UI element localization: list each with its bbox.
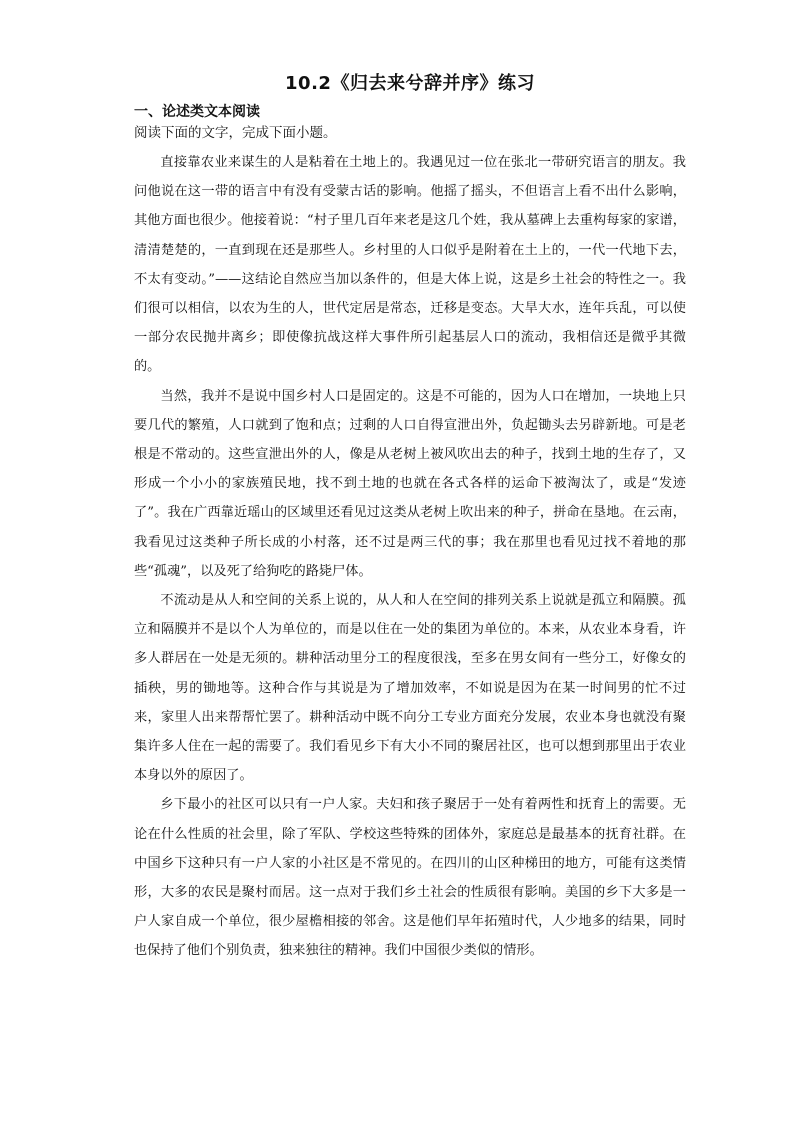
passage-paragraph-3: 不流动是从人和空间的关系上说的，从人和人在空间的排列关系上说就是孤立和隔膜。孤立和隔膜并不是以个人为单位的，而是以住在一处的集团为单位的。本来，从农业本身看，许多人群居在一处是无须的。耕种活动里分工的程度很浅，至多在男女间有一些分工，好像女的插秧，男的锄地等。这种合作与其说是为了增加效率，不如说是因为在某一时间男的忙不过来，家里人出来帮帮忙罢了。耕种活动中既不向分工专业方面充分发展，农业本身也就没有聚集许多人住在一起的需要了。我们看见乡下有大小不同的聚居社区，也可以想到那里出于农业本身以外的原因了。	[134, 593, 686, 784]
passage-paragraph-1: 直接靠农业来谋生的人是粘着在土地上的。我遇见过一位在张北一带研究语言的朋友。我问他说在这一带的语言中有没有受蒙古话的影响。他摇了摇头，不但语言上看不出什么影响，其他方面也很少。他接着说：“村子里几百年来老是这几个姓，我从墓碑上去重构每家的家谱，清清楚楚的，一直到现在还是那些人。乡村里的人口似乎是附着在土上的，一代一代地下去，不太有变动。”——这结论自然应当加以条件的，但是大体上说，这是乡土社会的特性之一。我们很可以相信，以农为生的人，世代定居是常态，迁移是变态。大旱大水，连年兵乱，可以使一部分农民抛井离乡；即使像抗战这样大事件所引起基层人口的流动，我相信还是微乎其微的。	[134, 155, 686, 375]
document-title: 10.2《归去来兮辞并序》练习	[285, 73, 535, 94]
passage-paragraph-4: 乡下最小的社区可以只有一户人家。夫妇和孩子聚居于一处有着两性和抚育上的需要。无论在什么性质的社会里，除了军队、学校这些特殊的团体外，家庭总是最基本的抚育社群。在中国乡下这种只有一户人家的小社区是不常见的。在四川的山区种梯田的地方，可能有这类情形，大多的农民是聚村而居。这一点对于我们乡土社会的性质很有影响。美国的乡下大多是一户人家自成一个单位，很少屋檐相接的邻舍。这是他们早年拓殖时代，人少地多的结果，同时也保持了他们个别负责，独来独往的精神。我们中国很少类似的情形。	[134, 797, 686, 959]
section-heading: 一、论述类文本阅读	[134, 104, 260, 120]
reading-instruction: 阅读下面的文字，完成下面小题。	[134, 125, 337, 141]
passage-paragraph-2: 当然，我并不是说中国乡村人口是固定的。这是不可能的，因为人口在增加，一块地上只要几代的繁殖，人口就到了饱和点；过剩的人口自得宣泄出外，负起锄头去另辟新地。可是老根是不常动的。这些宣泄出外的人，像是从老树上被风吹出去的种子，找到土地的生存了，又形成一个小小的家族殖民地，找不到土地的也就在各式各样的运命下被淘汰了，或是“发迹了”。我在广西靠近瑶山的区域里还看见过这类从老树上吹出来的种子，拼命在垦地。在云南，我看见过这类种子所长成的小村落，还不过是两三代的事；我在那里也看见过找不着地的那些“孤魂”，以及死了给狗吃的路毙尸体。	[134, 388, 686, 579]
